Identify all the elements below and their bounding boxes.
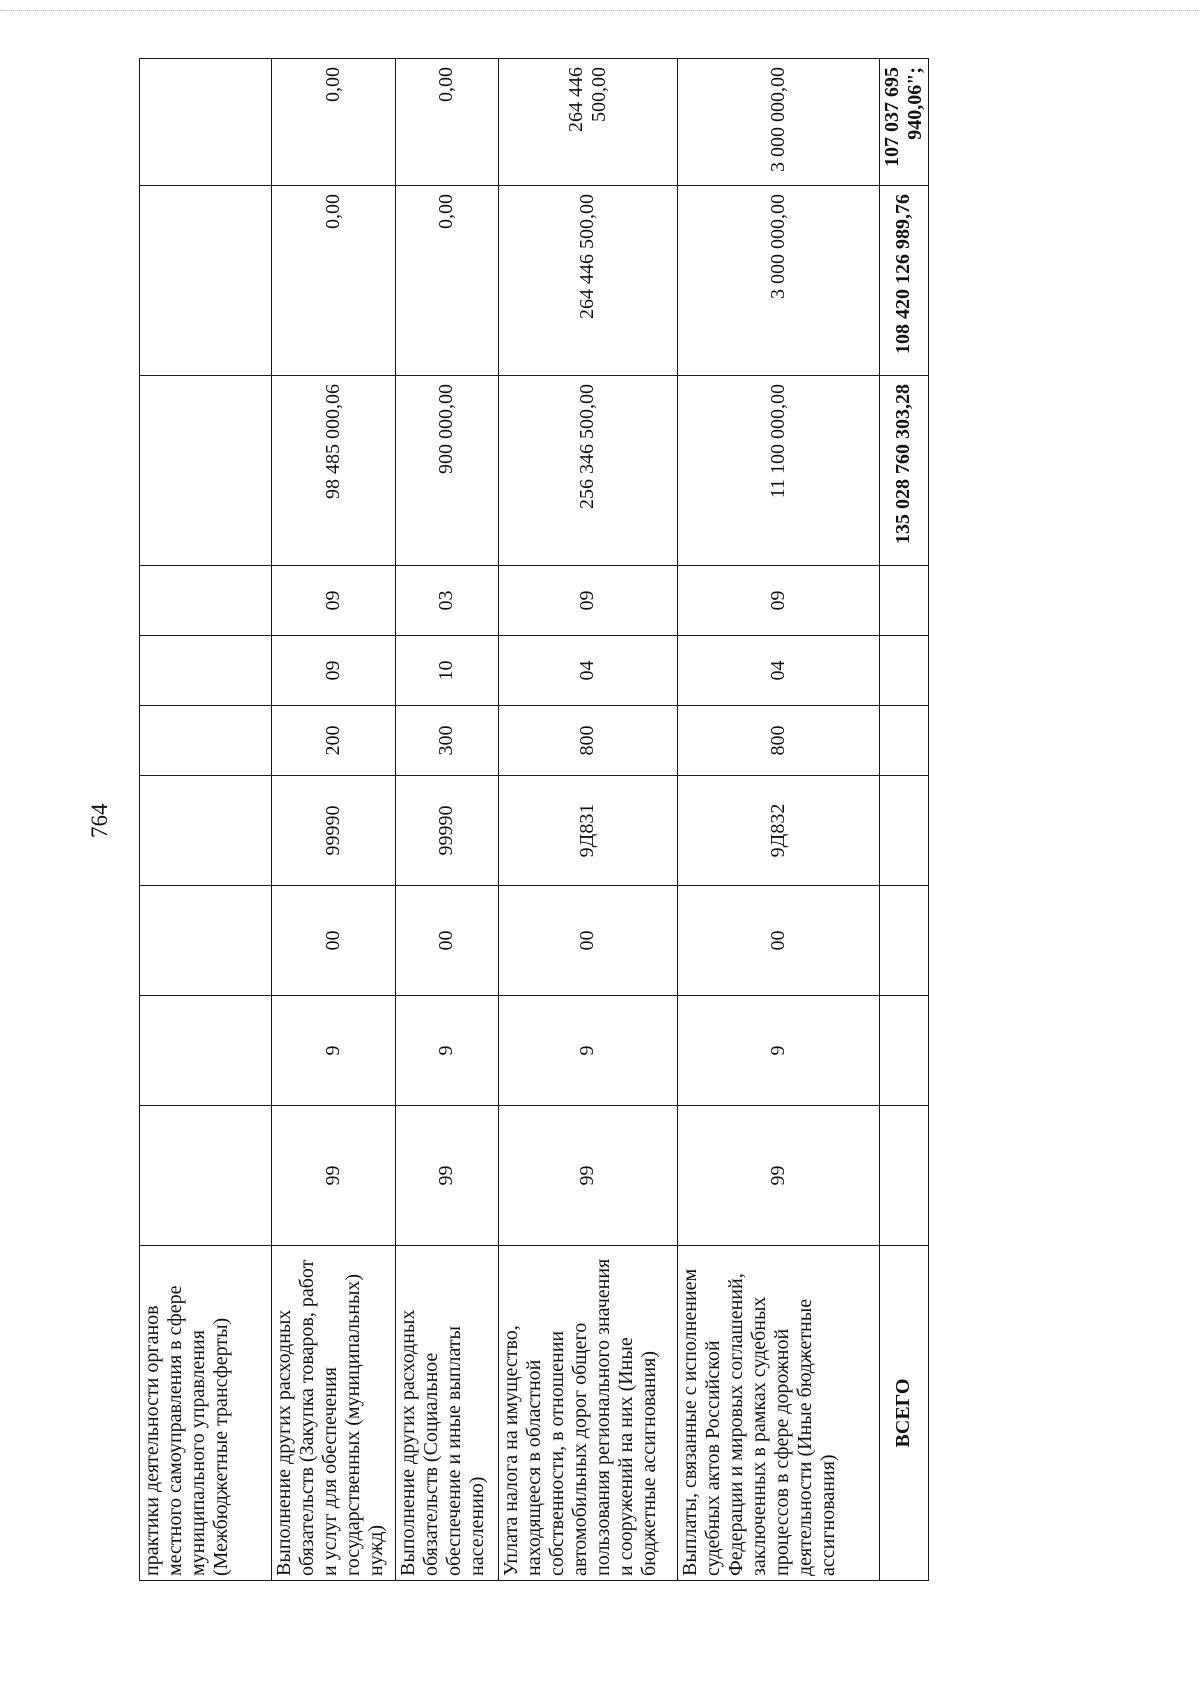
main-event-code-cell: 00 (677, 886, 879, 996)
direction-code-cell: 99990 (395, 776, 498, 886)
amount-year3-cell: 3 000 000,00 (677, 59, 879, 186)
expense-type-cell: 800 (677, 706, 879, 776)
direction-code-cell: 9Д831 (498, 776, 677, 886)
section-cell: 04 (498, 636, 677, 706)
total-row (879, 59, 928, 1581)
direction-code-cell: 99990 (271, 776, 395, 886)
main-event-code-cell: 00 (498, 886, 677, 996)
main-event-code-cell (140, 886, 272, 996)
subprogram-code-cell: 9 (395, 996, 498, 1106)
section-cell: 10 (395, 636, 498, 706)
table-row (140, 59, 272, 1581)
row-description: Уплата налога на имущество, находящееся в областной собственности, в отношении автомобильных дорог общего пользования регионального значения и сооружений на них (Иные бюджетные ассигнования) (498, 1246, 677, 1581)
direction-code-cell: 9Д832 (677, 776, 879, 886)
subsection-cell: 09 (677, 566, 879, 636)
program-code-cell: 99 (677, 1106, 879, 1246)
main-event-code-cell: 00 (271, 886, 395, 996)
amount-year3-cell: 264 446 500,00 (498, 59, 677, 186)
amount-year1-cell: 98 485 000,06 (271, 376, 395, 566)
scan-edge-line (0, 10, 1200, 11)
budget-table (139, 58, 929, 1581)
table-row (395, 59, 498, 1581)
amount-year3-cell: 0,00 (395, 59, 498, 186)
program-code-cell: 99 (498, 1106, 677, 1246)
amount-year2-cell: 0,00 (271, 186, 395, 376)
expense-type-cell (140, 706, 272, 776)
row-description: практики деятельности органов местного самоуправления в сфере муниципального управления (Межбюджетные трансферты) (140, 1246, 272, 1581)
budget-table-rotated (139, 59, 929, 1581)
subprogram-code-cell: 9 (498, 996, 677, 1106)
empty-cell (879, 996, 928, 1106)
empty-cell (879, 636, 928, 706)
empty-cell (879, 776, 928, 886)
table-row (498, 59, 677, 1581)
amount-year1-cell: 900 000,00 (395, 376, 498, 566)
total-amount-year1: 135 028 760 303,28 (879, 376, 928, 566)
empty-cell (879, 706, 928, 776)
amount-year2-cell: 264 446 500,00 (498, 186, 677, 376)
table-row (677, 59, 879, 1581)
row-description: Выполнение других расходных обязательств (Социальное обеспечение и иные выплаты населению) (395, 1246, 498, 1581)
row-description: Выполнение других расходных обязательств (Закупка товаров, работ и услуг для обеспечения государственных (муниципальных) нужд) (271, 1246, 395, 1581)
amount-year1-cell (140, 376, 272, 566)
subsection-cell: 09 (498, 566, 677, 636)
table-row (271, 59, 395, 1581)
amount-year1-cell: 11 100 000,00 (677, 376, 879, 566)
section-cell: 09 (271, 636, 395, 706)
page-number: 764 (87, 803, 112, 838)
total-amount-year2: 108 420 126 989,76 (879, 186, 928, 376)
program-code-cell: 99 (395, 1106, 498, 1246)
amount-year1-cell: 256 346 500,00 (498, 376, 677, 566)
expense-type-cell: 300 (395, 706, 498, 776)
subprogram-code-cell (140, 996, 272, 1106)
program-code-cell (140, 1106, 272, 1246)
expense-type-cell: 200 (271, 706, 395, 776)
empty-cell (879, 566, 928, 636)
row-description: Выплаты, связанные с исполнением судебных актов Российской Федерации и мировых соглашений, заключенных в рамках судебных процессов в сфере дорожной деятельности (Иные бюджетные ассигнования) (677, 1246, 879, 1581)
total-label: ВСЕГО (879, 1246, 928, 1581)
amount-year2-cell: 0,00 (395, 186, 498, 376)
subsection-cell: 09 (271, 566, 395, 636)
amount-year3-cell: 0,00 (271, 59, 395, 186)
subsection-cell (140, 566, 272, 636)
amount-year2-cell: 3 000 000,00 (677, 186, 879, 376)
section-cell: 04 (677, 636, 879, 706)
program-code-cell: 99 (271, 1106, 395, 1246)
empty-cell (879, 1106, 928, 1246)
amount-year2-cell (140, 186, 272, 376)
expense-type-cell: 800 (498, 706, 677, 776)
subsection-cell: 03 (395, 566, 498, 636)
direction-code-cell (140, 776, 272, 886)
empty-cell (879, 886, 928, 996)
subprogram-code-cell: 9 (271, 996, 395, 1106)
main-event-code-cell: 00 (395, 886, 498, 996)
amount-year3-cell (140, 59, 272, 186)
total-amount-year3: 107 037 695 940,06"; (879, 59, 928, 186)
section-cell (140, 636, 272, 706)
subprogram-code-cell: 9 (677, 996, 879, 1106)
